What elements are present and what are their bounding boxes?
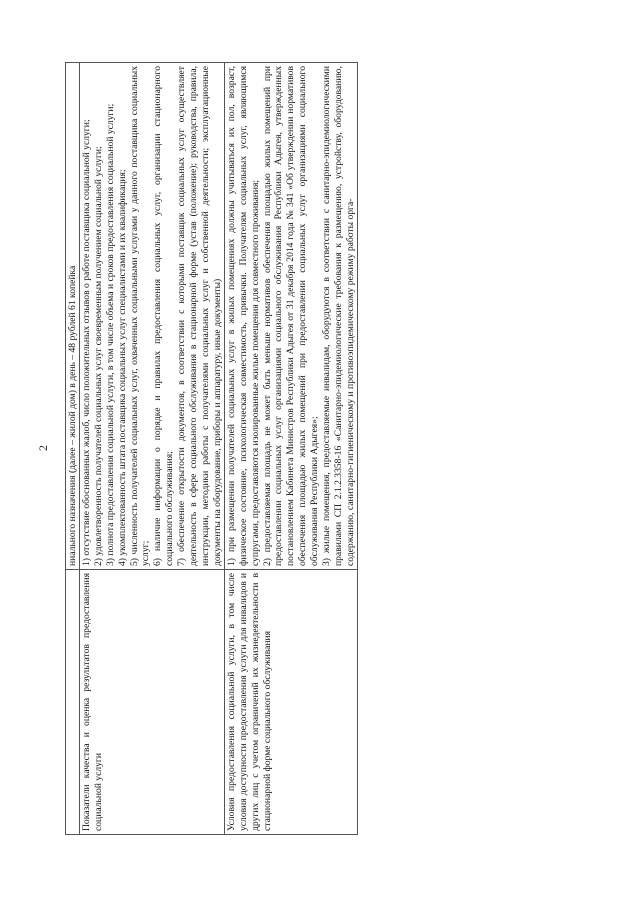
- page-number-text: 2: [36, 445, 50, 451]
- row-heading-quality-indicators: Показатели качества и оценка результатов предоставления социальной услуги: [80, 573, 104, 831]
- table-cell-description: [224, 63, 357, 570]
- list-item: 7) обеспечение открытости документов, в соответствии с которыми поставщик социальных услуг осуществляет деятельность в сфере социального обслуживания в стационарной форме (устав (положение); руководства, правила, инструкции, методики работы с получателями социальных услуг и собственной деятельности; эксплуатационные документы на оборудование, приборы и аппаратуру, иные документы): [176, 66, 223, 566]
- table-row: [79, 63, 224, 835]
- table-cell-description: [66, 63, 80, 570]
- list-item: 4) укомплектованность штата поставщика социальных услуг специалистами и их квалификация;: [116, 169, 128, 566]
- service-standard-table: [65, 62, 358, 835]
- table-cell-label: [224, 570, 357, 835]
- list-item: 1) отсутствие обоснованных жалоб, число положительных отзывов о работе поставщика социальной услуги;: [80, 119, 92, 566]
- page-number: [36, 441, 50, 455]
- row-heading-conditions: Условия предоставления социальной услуги, в том числе условия доступности предоставления услуги для инвалидов и других лиц с учетом ограничений их жизнедеятельности в стационарной форме социального обслуживания: [225, 573, 273, 831]
- table-cell-label: [79, 570, 224, 835]
- list-item: 1) при размещении получателей социальных услуг в жилых помещениях должны учитываться их пол, возраст, физическое состояние, психологическая совместимость, привычки. Получателям социальных услуг, являющимся супругами, предоставляются изолированные жилые помещения для совместного проживания;: [225, 66, 261, 566]
- table-row: [66, 63, 80, 835]
- list-item: 3) полнота предоставления социальной услуги, в том числе объема и сроков предоставления социальной услуги;: [104, 103, 116, 566]
- table-row: [224, 63, 357, 835]
- table-cell-label: [66, 570, 80, 835]
- list-item: 2) удовлетворенность получателей социальных услуг своевременным получением социальной услуги;: [92, 146, 104, 566]
- list-item: 3) жилые помещения, предоставляемые инвалидам, оборудуются в соответствии с санитарно-эпидемиологическими правилами СП 2.1.2.3358-16 «Санитарно-эпидемиологические требования к размещению, устройству, оборудованию, содержанию, санитарно-гигиеническому и противоэпидемическому режиму работы орга-: [321, 66, 356, 566]
- continued-text: ниального назначения (далее – жилой дом) в день – 48 рублей 61 копейка: [67, 265, 78, 566]
- table-cell-description: [79, 63, 224, 570]
- list-item: 5) численность получателей социальных услуг, охваченных социальными услугами у данного поставщика социальных услуг;: [128, 66, 152, 566]
- document-sheet: [65, 62, 575, 835]
- list-item: 2) предоставляемая площадь не может быть меньше нормативов обеспечения площадью жилых помещений при предоставлении социальных услуг организациями социального обслуживания Республики Адыгея, утвержденных постановлением Кабинета Министров Республики Адыгея от 31 декабря 2014 года № 341 «Об утверждении нормативов обеспечения площадью жилых помещений при предоставлении социальных услуг организациями социального обслуживания Республики Адыгея»;: [261, 66, 321, 566]
- list-item: 6) наличие информации о порядке и правилах предоставления социальных услуг, организации стационарного социального обслуживания;: [152, 66, 176, 566]
